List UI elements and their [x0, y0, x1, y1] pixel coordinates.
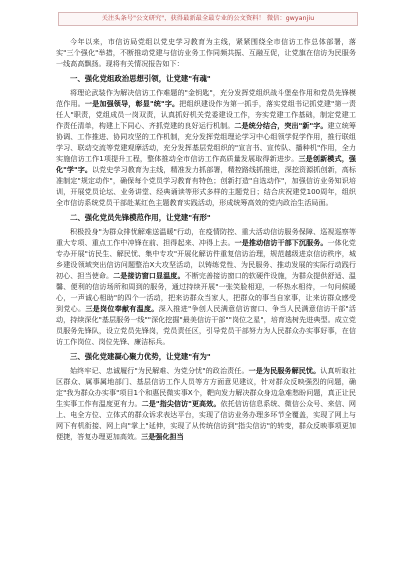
body-text: 不断完善接访窗口的软硬件设施，为群众提供舒适、温馨、便利的信访场所和周到的服务，通过持续开展"一张笑脸相迎，一杯热水相待，一句问候暖心，一声诚心相助"的四个一活动，把来访群众当家人，把群众的事当自家事，让来访群众感受到党心。 — [56, 271, 357, 313]
promo-banner[interactable]: 关注头条号"公文研究"，获得最新最全最专业的公文资料！ 微信：gwyanjiu — [58, 12, 358, 26]
body-text: 深入推进"争创人民满意信访窗口、争当人民满意信访干部"活动，持续深化"基层服务一线""深化挖掘"最美信访干部""岗位之星"，培育选树先进典型。成立党员服务先锋队，设立党员先锋岗，党员责任区，引导党员干部努力为人民群众办实事好事，在信访工作岗位、岗位先锋、廉洁标兵。 — [56, 304, 357, 346]
emphasis-text: 一是推动信访干部下沉服务。 — [234, 238, 328, 247]
body-text: 依托信访信息系统、微信公众号、来信、网上、电全方位、立体式的群众诉求表达平台，实现了信访业务办理多环节全覆盖，实现了网上与网下有机衔接、网上向"掌上"延伸，实现了从传统信访到"指尖信访"的转变，群众反映事项更加便捷，答复办理更加高效。 — [56, 399, 356, 441]
emphasis-text: 三是岗位奉献有温度。 — [85, 304, 159, 313]
intro-paragraph: 今年以来，市信访局党组以党史学习教育为主线，紧紧围绕全市信访工作总体部署，落实"三个强化"举措，不断推动党建与信访业务工作同频共振、互融互促，让党旗在信访为民服务一线高高飘扬。现将有关情况报告如下： — [56, 37, 356, 68]
body-text: 始终牢记、忠诚履行"为民解难、为党分忧"的政治责任。 — [70, 366, 249, 375]
body-text: 积极投身"为群众排忧解难送温暖"行动，在疫情防控、重大活动信访服务保障、巡视巡察等重大专项、重点工作中冲锋在前、担得起来、冲得上去。 — [56, 227, 356, 247]
section-paragraph — [56, 226, 356, 347]
section-paragraph — [56, 365, 356, 442]
body-text: 认真听取社区群众、属事属地部门、基层信访工作人员等方方面意见建议，针对群众反映强烈的问题，确定"我为群众办实事"项目1个和惠民微实事X个，靶向发力解决群众身边急难愁盼问题，真正让民生实事工作有温度更有力。 — [56, 366, 356, 408]
body-text: 建立统筹协调、工作推进、协同攻坚的工作机制，充分发挥党组理论学习中心组领学促学作用，推行联组学习、联动交流等党建观摩活动，充分发挥基层党组织的"宣言书、宣传队、播种机"作用，全力实施信访工作1项提升工程，整体推动全市信访工作高质量发展取得新进步。 — [56, 121, 357, 163]
section-heading: 二、强化党员先锋模范作用，让党建"有形" — [70, 213, 211, 222]
emphasis-text: 二是接访窗口显温度。 — [113, 271, 185, 280]
body-text: 以党史学习教育为主线，精准发力抓部署，精控路线抓推进，深挖资源抓创新，高标准制定"规定动作"，确保每个党员学习教育有特色；创新打造"自选动作"，加强信访业务知识培训，开展党员论坛、业务讲堂、经典诵读等形式多样的主题党日；结合庆祝建党100周年，组织全市信访系统党员干部赴某红色主题教育实践活动，形成统筹高效的党内政治生活局面。 — [56, 165, 356, 207]
body-text: 一体化党专办开展"访民生、解民忧、集中专攻"开展化解访件重复信访治理，规范越级进京信访秩序，城乡建设领域突出信访问题整治X大攻坚活动，以铸练党性、为民服务、推动发展的实际行动践行初心、担当使命。 — [56, 238, 357, 280]
section-heading: 三、强化党建凝心聚力优势，让党建"有为" — [70, 352, 211, 361]
body-text: 将理论武装作为解决信访工作难题的"金钥匙"，充分发挥党组织战斗堡垒作用和党员先锋模范作用。 — [56, 88, 356, 108]
body-text: 把组织建设作为第一抓手，落实党组书记抓党建"第一责任人"职责，党组成员一岗双责，认真抓好机关党委建设工作，夯实党建工作基础，制定党建工作责任清单，构建上下同心、齐抓党建的良好运行机制。 — [56, 99, 356, 130]
emphasis-text: 一是加强领导，彰显"统"字。 — [84, 99, 180, 108]
emphasis-text: 三是强化担当 — [141, 432, 184, 441]
emphasis-text: 一是为民服务解民忧。 — [248, 366, 321, 375]
emphasis-text: 二是"指尖信访"更高效。 — [141, 399, 221, 408]
emphasis-text: 二是统分结合，突出"新"字。 — [234, 121, 328, 130]
document-body — [56, 36, 356, 442]
section-heading: 一、强化党组政治思想引领，让党建"有魂" — [70, 74, 211, 83]
section-paragraph — [56, 87, 356, 208]
emphasis-text: 三是创新模式，强化"学"字。 — [56, 154, 356, 174]
